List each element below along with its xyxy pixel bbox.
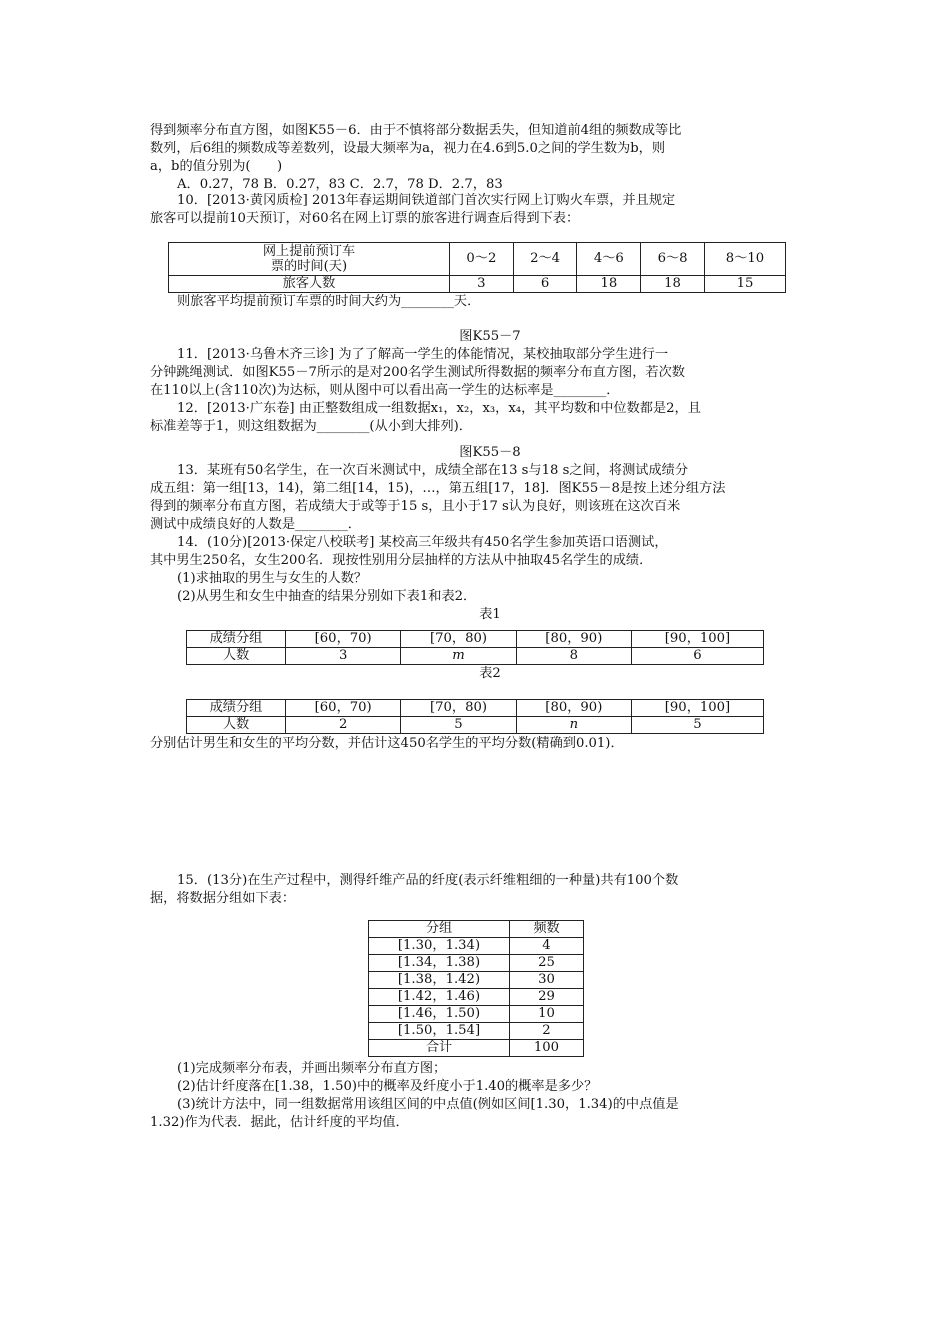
q10-val-2: 18 [577,276,641,293]
q14-line1: 14．(10分)[2013·保定八校联考] 某校高三年级共有450名学生参加英语口语测试， [177,535,668,550]
q14-line2: 其中男生250名，女生200名．现按性别用分层抽样的方法从中抽取45名学生的成绩． [150,553,653,568]
q10-line2: 旅客可以提前10天预订，对60名在网上订票的旅客进行调查后得到下表： [150,211,580,226]
q13-line4: 测试中成绩良好的人数是________． [150,517,361,532]
t2-h4: [90，100] [631,700,763,717]
q13-line1: 13．某班有50名学生，在一次百米测试中，成绩全部在13 s与18 s之间，将测试成绩分 [177,463,689,478]
q9-options: A．0.27，78 B．0.27，83 C．2.7，78 D．2.7，83 [177,177,503,192]
question-12 [150,400,810,436]
q9-line2: 数列，后6组的频数成等差数列，设最大频率为a，视力在4.6到5.0之间的学生数为b，则 [150,141,666,156]
t2-r3: n [516,717,631,734]
q15-r3c1: 29 [510,989,584,1006]
t1-r2: m [401,648,516,665]
q12-line1: 12．[2013·广东卷] 由正整数组成一组数据x₁，x₂，x₃，x₄，其平均数和中位数都是2，且 [177,401,701,416]
q15-r0c0: [1.30，1.34) [369,938,510,955]
t2-r0: 人数 [187,717,286,734]
t2-h2: [70，80) [401,700,516,717]
t1-r0: 人数 [187,648,286,665]
q14-sub1: (1)求抽取的男生与女生的人数？ [177,571,368,586]
figure-caption-k55-7: 图K55－7 [459,329,521,344]
q15-r0c1: 4 [510,938,584,955]
table2-title: 表2 [479,666,501,681]
t2-r2: 5 [401,717,516,734]
q10-col-4: 8～10 [704,243,785,276]
q15-sub2: (2)估计纤度落在[1.38，1.50)中的概率及纤度小于1.40的概率是多少？ [177,1079,598,1094]
q14-sub2: (2)从男生和女生中抽查的结果分别如下表1和表2． [177,589,477,604]
q14-table2 [186,699,764,734]
q10-val-1: 6 [513,276,577,293]
q15-h0: 分组 [369,921,510,938]
t1-h4: [90，100] [631,631,763,648]
q10-col-1: 2～4 [513,243,577,276]
q15-sub3-line1: (3)统计方法中，同一组数据常用该组区间的中点值(例如区间[1.30，1.34)的中点值是 [177,1097,679,1112]
q15-r6c1: 100 [510,1040,584,1057]
q10-row-label: 旅客人数 [169,276,450,293]
t2-r4: 5 [631,717,763,734]
q14-table1 [186,630,764,665]
q15-sub1: (1)完成频率分布表，并画出频率分布直方图； [177,1061,447,1076]
q9-line3: a，b的值分别为( ) [150,159,283,174]
q11-line2: 分钟跳绳测试．如图K55－7所示的是对200名学生测试所得数据的频率分布直方图，若次数 [150,365,685,380]
question-10 [150,192,810,228]
q15-h1: 频数 [510,921,584,938]
t1-h1: [60，70) [286,631,401,648]
t1-r4: 6 [631,648,763,665]
t2-h3: [80，90) [516,700,631,717]
q15-line2: 据，将数据分组如下表： [150,891,296,906]
q10-table [168,242,786,293]
q13-line3: 得到的频率分布直方图，若成绩大于或等于15 s，且小于17 s认为良好，则该班在这次百米 [150,499,681,514]
t1-h3: [80，90) [516,631,631,648]
q11-line1: 11．[2013·乌鲁木齐三诊] 为了了解高一学生的体能情况，某校抽取部分学生进行一 [177,347,669,362]
q10-line1: 10．[2013·黄冈质检] 2013年春运期间铁道部门首次实行网上订购火车票，并且规定 [177,193,676,208]
q15-r3c0: [1.42，1.46) [369,989,510,1006]
q10-col-0: 0～2 [450,243,514,276]
q15-subquestions [150,1060,810,1132]
q15-line1: 15．(13分)在生产过程中，测得纤维产品的纤度(表示纤维粗细的一种量)共有100个数 [177,873,679,888]
question-11 [150,346,810,400]
q15-r4c1: 10 [510,1006,584,1023]
t1-r3: 8 [516,648,631,665]
q15-r6c0: 合计 [369,1040,510,1057]
t1-h0: 成绩分组 [187,631,286,648]
q15-r4c0: [1.46，1.50) [369,1006,510,1023]
t2-h1: [60，70) [286,700,401,717]
t1-h2: [70，80) [401,631,516,648]
q10-val-0: 3 [450,276,514,293]
q10-col-3: 6～8 [641,243,705,276]
q15-r2c1: 30 [510,972,584,989]
q15-sub3-line2: 1.32)作为代表．据此，估计纤度的平均值． [150,1115,409,1130]
q10-table-header: 网上提前预订车 票的时间(天) [169,243,450,276]
q14-after-block [150,735,810,753]
q13-line2: 成五组：第一组[13，14)，第二组[14，15)，…，第五组[17，18]．图K55－8是按上述分组方法 [150,481,726,496]
q11-line3: 在110以上(含110次)为达标，则从图中可以看出高一学生的达标率是________． [150,383,620,398]
q10-val-4: 15 [704,276,785,293]
q15-r2c0: [1.38，1.42) [369,972,510,989]
q15-r5c0: [1.50，1.54] [369,1023,510,1040]
table1-title: 表1 [479,607,501,622]
q10-val-3: 18 [641,276,705,293]
t2-r1: 2 [286,717,401,734]
question-13 [150,462,810,534]
q10-col-2: 4～6 [577,243,641,276]
question-14 [150,534,810,606]
q9-line1: 得到频率分布直方图，如图K55－6．由于不慎将部分数据丢失，但知道前4组的频数成等比 [150,123,682,138]
q15-r1c1: 25 [510,955,584,972]
figure-caption-k55-8: 图K55－8 [459,445,521,460]
q10-after: 则旅客平均提前预订车票的时间大约为________天． [177,294,481,309]
question-9 [150,122,810,194]
question-15 [150,872,810,908]
q10-after-block [150,293,810,311]
t1-r1: 3 [286,648,401,665]
q15-r5c1: 2 [510,1023,584,1040]
q12-line2: 标准差等于1，则这组数据为________(从小到大排列)． [150,419,472,434]
q15-table [368,920,584,1057]
q15-r1c0: [1.34，1.38) [369,955,510,972]
q14-after: 分别估计男生和女生的平均分数，并估计这450名学生的平均分数(精确到0.01)． [150,736,624,751]
t2-h0: 成绩分组 [187,700,286,717]
